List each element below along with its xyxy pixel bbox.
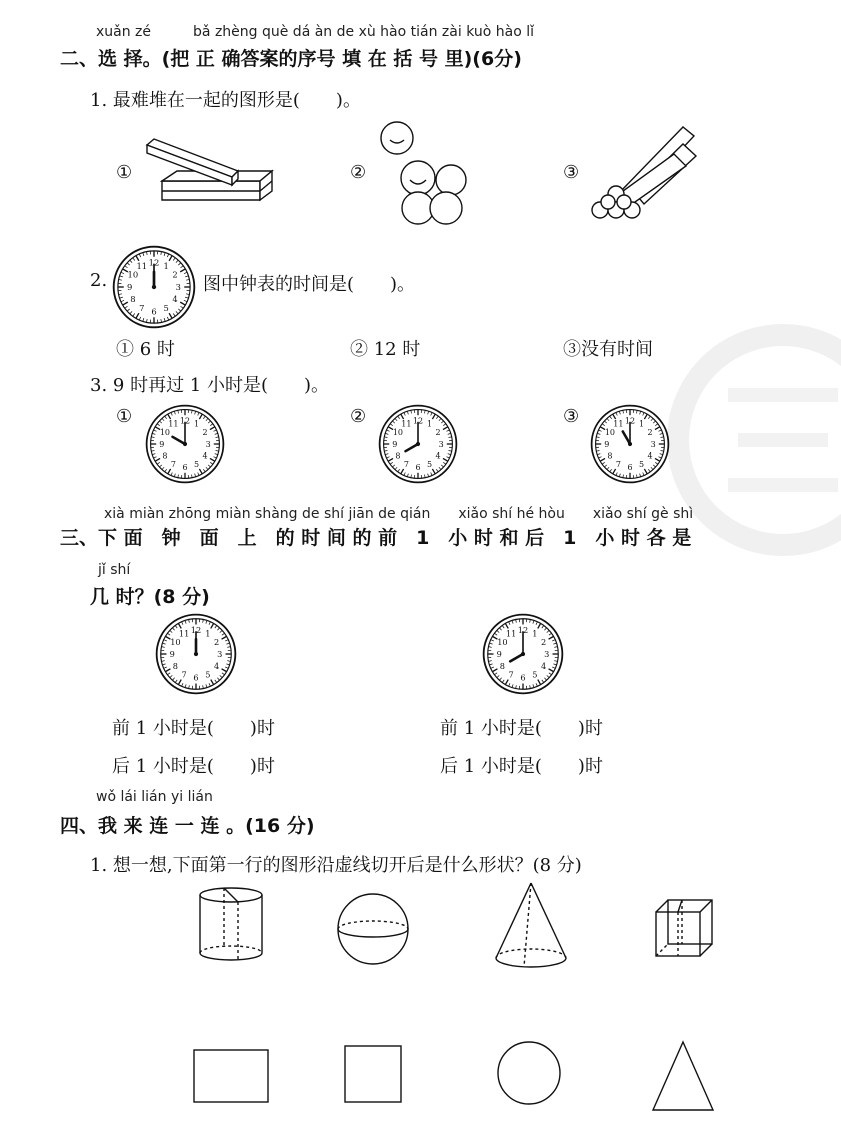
clock-number: 12	[179, 416, 191, 426]
clock-number: 7	[170, 459, 176, 469]
clock-number: 4	[172, 294, 178, 305]
sec4-title: 四、我 来 连 一 连 。(16 分)	[60, 815, 315, 837]
q3-opt1-label: ①	[116, 406, 133, 427]
clock-number: 7	[615, 459, 621, 469]
clock-number: 12	[190, 625, 202, 636]
clock-number: 2	[647, 428, 653, 438]
stacked-balls-icon	[376, 118, 476, 228]
clock-number: 1	[163, 260, 169, 271]
clock-number: 12	[517, 625, 529, 636]
clock-number: 4	[202, 451, 208, 461]
clock-number: 12	[412, 416, 424, 426]
cylinder-icon	[194, 885, 268, 965]
clock-number: 3	[650, 439, 656, 449]
clock-number: 11	[168, 419, 179, 429]
clock-number: 4	[213, 660, 220, 671]
sec3-right-clock-icon	[482, 613, 564, 695]
clock-number: 3	[544, 648, 550, 659]
clock-number: 9	[496, 648, 502, 659]
sec3-pinyin1: xià miàn zhōng miàn shàng de shí jiān de qián xiǎo shí hé hòu xiǎo shí gè shì	[104, 506, 694, 522]
stacked-logs-icon	[588, 122, 700, 222]
clock-number: 9	[169, 648, 175, 659]
clock-number: 11	[613, 419, 624, 429]
q2-clock-icon	[112, 245, 196, 329]
clock-number: 3	[438, 439, 444, 449]
clock-number: 1	[427, 419, 433, 429]
q3-opt3-clock-icon	[590, 404, 670, 484]
clock-number: 8	[130, 294, 136, 305]
clock-number: 6	[415, 463, 421, 472]
q3-opt1-clock-icon	[145, 404, 225, 484]
q3-text: 3. 9 时再过 1 小时是( )。	[90, 375, 330, 396]
clock-number: 6	[151, 306, 157, 317]
sec3-pinyin2: jǐ shí	[98, 562, 131, 578]
clock-number: 6	[182, 463, 188, 472]
sec3-left-after: 后 1 小时是( )时	[112, 756, 275, 777]
clock-number: 6	[193, 672, 199, 683]
clock-number: 10	[127, 269, 139, 280]
clock-number: 4	[540, 660, 547, 671]
clock-number: 7	[181, 669, 187, 680]
clock-number: 8	[499, 660, 506, 671]
clock-number: 12	[148, 257, 160, 268]
sec3-right-before: 前 1 小时是( )时	[440, 718, 603, 739]
clock-number: 2	[435, 428, 441, 438]
sec2-pinyin: xuǎn zé bǎ zhèng què dá àn de xù hào tián zài kuò hào lǐ	[96, 24, 535, 40]
q1-opt2-label: ②	[350, 162, 367, 183]
sec4-pinyin: wǒ lái lián yi lián	[96, 789, 213, 805]
clock-number: 9	[159, 439, 165, 449]
clock-number: 6	[627, 463, 633, 472]
q2-answer1: ① 6 时	[116, 339, 175, 360]
clock-number: 1	[639, 419, 645, 429]
clock-number: 10	[497, 636, 508, 647]
clock-number: 3	[205, 439, 211, 449]
q1-opt3-label: ③	[563, 162, 580, 183]
q1-opt1-label: ①	[116, 162, 133, 183]
clock-number: 1	[205, 628, 211, 639]
clock-number: 12	[624, 416, 636, 426]
clock-number: 8	[607, 451, 613, 461]
clock-number: 10	[159, 428, 171, 438]
clock-number: 11	[401, 419, 412, 429]
clock-number: 11	[136, 260, 148, 271]
sec3-left-clock-icon	[155, 613, 237, 695]
clock-number: 9	[126, 281, 133, 292]
sec3-title1: 三、下 面 钟 面 上 的 时 间 的 前 1 小 时 和 后 1 小 时 各 是	[60, 527, 692, 549]
q1-text: 1. 最难堆在一起的图形是( )。	[90, 90, 361, 111]
q3-opt3-label: ③	[563, 406, 580, 427]
clock-number: 9	[392, 439, 398, 449]
cube-icon	[652, 896, 716, 960]
clock-number: 5	[532, 669, 538, 680]
cone-icon	[491, 880, 571, 972]
clock-number: 10	[392, 428, 404, 438]
clock-number: 8	[172, 660, 179, 671]
clock-number: 3	[175, 281, 182, 292]
clock-number: 8	[395, 451, 401, 461]
clock-number: 2	[540, 636, 547, 647]
sphere-icon	[336, 892, 410, 966]
q2-number: 2.	[90, 270, 108, 291]
clock-number: 1	[532, 628, 538, 639]
sec3-right-after: 后 1 小时是( )时	[440, 756, 603, 777]
clock-number: 11	[505, 628, 517, 639]
clock-number: 5	[639, 459, 645, 469]
clock-number: 8	[162, 451, 168, 461]
clock-number: 4	[647, 451, 653, 461]
sec3-title2: 几 时？(8 分)	[90, 586, 210, 608]
clock-number: 5	[427, 459, 433, 469]
clock-number: 10	[604, 428, 616, 438]
clock-number: 2	[202, 428, 208, 438]
clock-number: 6	[520, 672, 526, 683]
clock-number: 1	[194, 419, 200, 429]
clock-number: 10	[170, 636, 181, 647]
sec2-title: 二、选 择。(把 正 确答案的序号 填 在 括 号 里)(6分)	[60, 48, 522, 70]
triangle-icon	[651, 1040, 715, 1112]
clock-number: 3	[217, 648, 223, 659]
square-icon	[343, 1044, 403, 1104]
clock-number: 2	[213, 636, 220, 647]
q2-answer2: ② 12 时	[350, 339, 421, 360]
watermark-logo	[668, 300, 841, 600]
sec4-q1-text: 1. 想一想,下面第一行的图形沿虚线切开后是什么形状？(8 分)	[90, 855, 582, 876]
q2-text: 图中钟表的时间是( )。	[203, 274, 416, 295]
clock-number: 9	[604, 439, 610, 449]
clock-number: 5	[205, 669, 211, 680]
clock-number: 7	[508, 669, 514, 680]
clock-number: 7	[139, 303, 145, 314]
q2-answer3: ③没有时间	[563, 339, 653, 360]
clock-number: 11	[178, 628, 190, 639]
clock-number: 4	[435, 451, 441, 461]
clock-number: 7	[403, 459, 409, 469]
sec3-left-before: 前 1 小时是( )时	[112, 718, 275, 739]
circle-icon	[496, 1040, 562, 1106]
clock-number: 2	[172, 269, 178, 280]
q3-opt2-label: ②	[350, 406, 367, 427]
q3-opt2-clock-icon	[378, 404, 458, 484]
stacked-bricks-icon	[142, 133, 267, 213]
rectangle-icon	[192, 1048, 270, 1104]
clock-number: 5	[163, 303, 169, 314]
clock-number: 5	[194, 459, 200, 469]
